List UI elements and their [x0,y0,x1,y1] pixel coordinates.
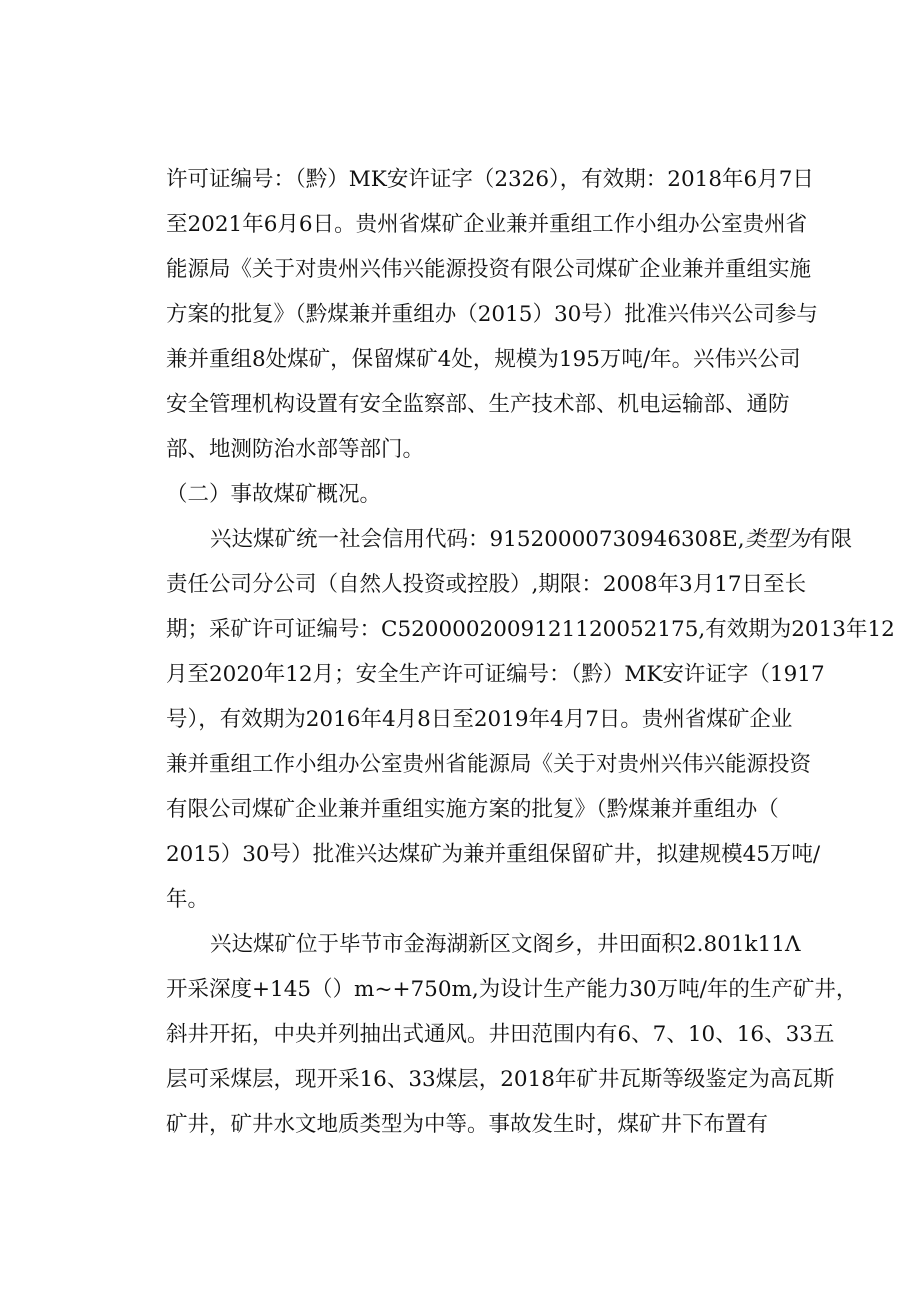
p2-line-9: 年。 [166,887,210,912]
p2-line-1 [210,525,870,555]
p1-line-5: 兼并重组8处煤矿，保留煤矿4处，规模为195万吨/年。兴伟兴公司 [166,347,801,372]
p2-line-1-italic: 类型为 [744,527,810,552]
p1-line-3: 能源局《关于对贵州兴伟兴能源投资有限公司煤矿企业兼并重组实施 [166,257,812,282]
p2-line-6: 兼并重组工作小组办公室贵州省能源局《关于对贵州兴伟兴能源投资 [166,752,812,777]
section-heading: （二）事故煤矿概况。 [166,482,382,507]
p3-line-4: 层可采煤层，现开采16、33煤层，2018年矿井瓦斯等级鉴定为高瓦斯 [166,1067,835,1092]
p2-line-1-suffix: 有限 [809,527,853,552]
p2-line-7: 有限公司煤矿企业兼并重组实施方案的批复》（黔煤兼并重组办（ [166,797,779,822]
p3-line-5: 矿井，矿井水文地质类型为中等。事故发生时，煤矿井下布置有 [166,1112,769,1137]
p3-line-1: 兴达煤矿位于毕节市金海湖新区文阁乡，井田面积2.801k11Λ [210,932,801,957]
p1-line-2: 至2021年6月6日。贵州省煤矿企业兼并重组工作小组办公室贵州省 [166,212,808,237]
p3-line-2: 开采深度+145（）m~+750m,为设计生产能力30万吨/年的生产矿井， [166,977,858,1002]
p3-line-3: 斜井开拓，中央并列抽出式通风。井田范围内有6、7、10、16、33五 [166,1022,835,1047]
p1-line-7: 部、地测防治水部等部门。 [166,437,425,462]
p2-line-8: 2015）30号）批准兴达煤矿为兼并重组保留矿井，拟建规模45万吨/ [166,842,821,867]
p2-line-2: 责任公司分公司（自然人投资或控股）,期限：2008年3月17日至长 [166,572,807,597]
p1-line-6: 安全管理机构设置有安全监察部、生产技术部、机电运输部、通防 [166,392,790,417]
p2-line-5: 号），有效期为2016年4月8日至2019年4月7日。贵州省煤矿企业 [166,707,793,732]
p1-line-4: 方案的批复》（黔煤兼并重组办（2015）30号）批准兴伟兴公司参与 [166,302,818,327]
p2-line-3: 期；采矿许可证编号：C5200002009121120052175,有效期为2013年12 [166,617,895,642]
p1-line-1: 许可证编号：（黔）MK安许证字（2326），有效期：2018年6月7日 [166,167,814,192]
p2-line-1-prefix: 兴达煤矿统一社会信用代码：9152000073094630​8E, [210,527,745,552]
p2-line-4: 月至2020年12月；安全生产许可证编号：（黔）MK安许证字（1917 [166,662,825,687]
